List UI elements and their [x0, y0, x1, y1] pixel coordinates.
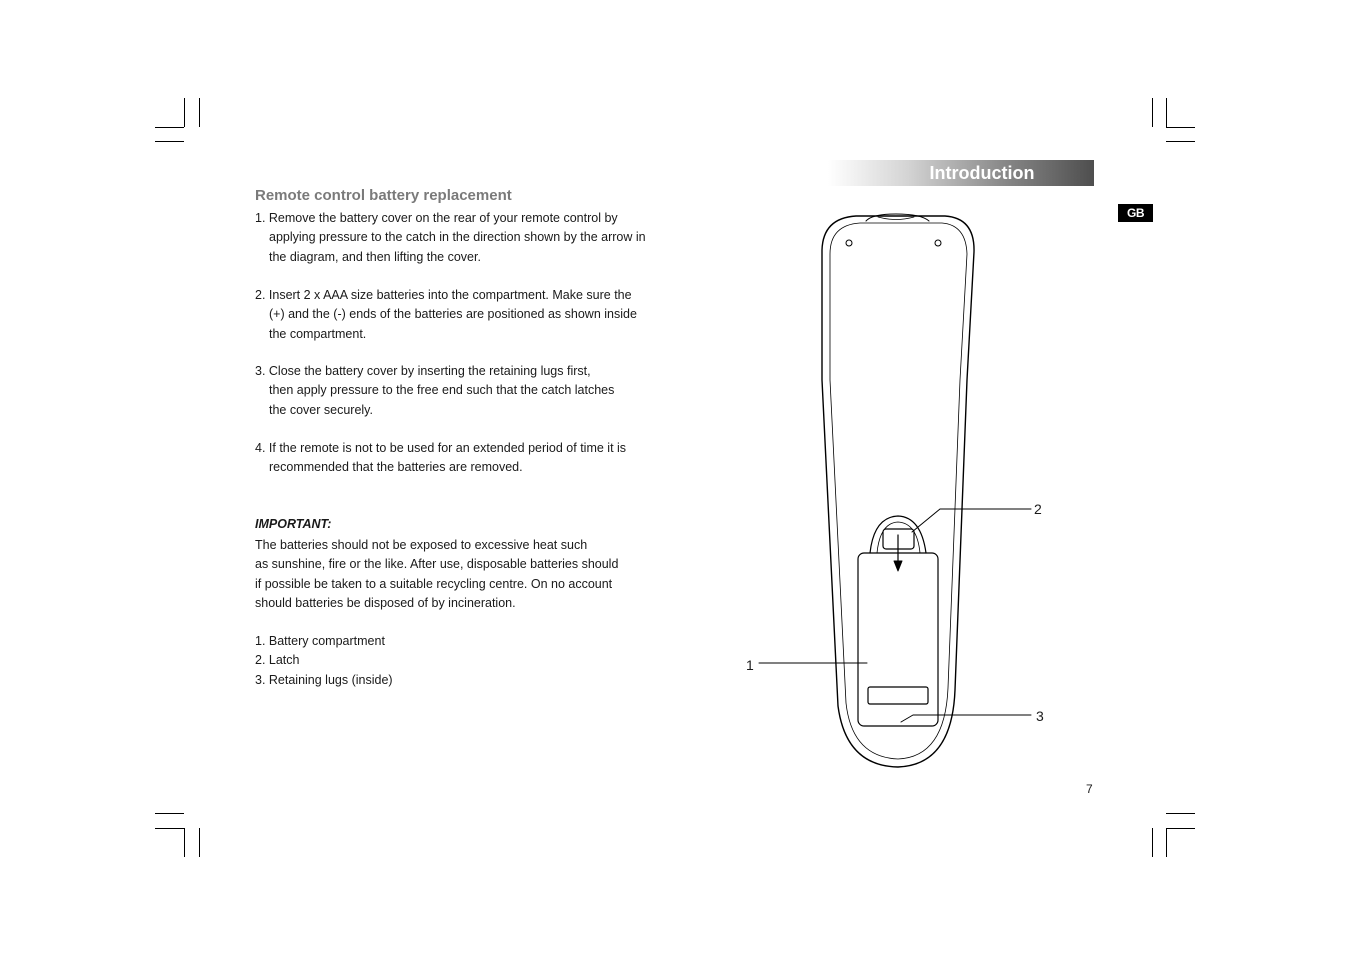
- callout-2: 2: [1034, 501, 1042, 517]
- ir-window: [866, 214, 929, 221]
- crop-mark: [1166, 141, 1195, 142]
- screw-hole: [935, 240, 941, 246]
- banner-title: Introduction: [929, 163, 1035, 183]
- screw-hole: [846, 240, 852, 246]
- legend-item: 2. Latch: [255, 653, 300, 668]
- leader-line-3: [901, 715, 1031, 722]
- step-3: 3. Close the battery cover by inserting the retaining lugs first, then apply pressure to the free end such that the catch latches the cover securely.: [255, 364, 615, 417]
- crop-mark: [155, 828, 184, 829]
- crop-mark: [1166, 98, 1167, 127]
- page-number: 7: [1086, 782, 1093, 796]
- crop-mark: [1166, 813, 1195, 814]
- remote-body-inner: [830, 223, 967, 759]
- crop-mark: [184, 828, 185, 857]
- crop-mark: [155, 141, 184, 142]
- battery-cover: [858, 553, 938, 726]
- crop-mark: [1166, 127, 1195, 128]
- crop-mark: [184, 98, 185, 127]
- arrow-down-icon: [894, 561, 902, 571]
- leader-line-2: [912, 509, 1031, 532]
- crop-mark: [1152, 828, 1153, 857]
- step-2: 2. Insert 2 x AAA size batteries into the compartment. Make sure the (+) and the (-) ends of the batteries are positioned as shown inside the compartment.: [255, 288, 637, 341]
- crop-mark: [1152, 98, 1153, 127]
- section-title: Remote control battery replacement: [255, 187, 512, 204]
- important-text: The batteries should not be exposed to excessive heat such as sunshine, fire or the like. After use, disposable batteries should if possible be taken to a suitable recycling centre. On no account should batteries be disposed of by incineration.: [255, 538, 619, 610]
- crop-mark: [199, 98, 200, 127]
- step-4: 4. If the remote is not to be used for an extended period of time it is recommended that the batteries are removed.: [255, 441, 627, 475]
- crop-mark: [155, 127, 184, 128]
- cover-slot: [868, 687, 928, 704]
- crop-mark: [1166, 828, 1195, 829]
- important-label: IMPORTANT:: [255, 517, 332, 531]
- parts-legend: [255, 632, 675, 690]
- callout-1: 1: [746, 657, 754, 673]
- step-1: 1. Remove the battery cover on the rear of your remote control by applying pressure to the catch in the direction shown by the arrow in the diagram, and then lifting the cover.: [255, 211, 646, 264]
- legend-item: 3. Retaining lugs (inside): [255, 672, 393, 687]
- callout-3: 3: [1036, 708, 1044, 724]
- section-banner: [828, 160, 1094, 186]
- language-badge: GB: [1118, 204, 1153, 222]
- crop-mark: [199, 828, 200, 857]
- remote-control-diagram: [700, 200, 1060, 775]
- crop-mark: [155, 813, 184, 814]
- crop-mark: [1166, 828, 1167, 857]
- legend-item: 1. Battery compartment: [255, 634, 385, 648]
